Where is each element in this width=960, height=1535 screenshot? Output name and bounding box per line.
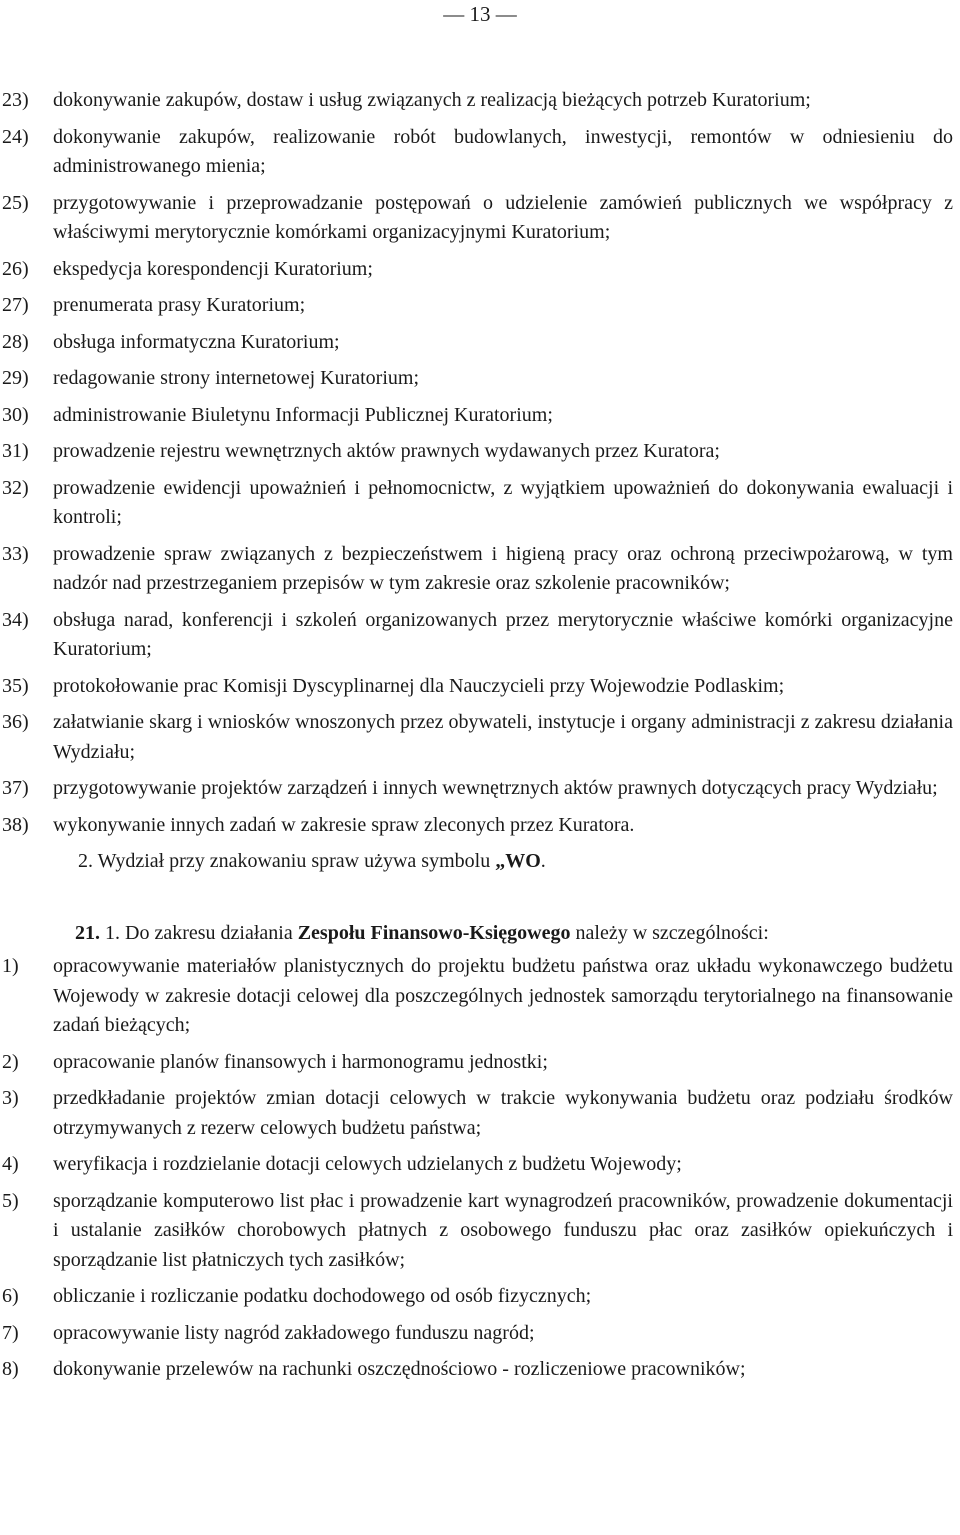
list-item-text: przygotowywanie i przeprowadzanie postępowań o udzielenie zamówień publicznych we współpracy z właściwymi merytorycznie komórkami organizacyjnymi Kuratorium; [53,191,953,243]
section-2-heading-prefix: 1. Do zakresu działania [100,921,298,944]
list-item-text: protokołowanie prac Komisji Dyscyplinarnej dla Nauczycieli przy Wojewodzie Podlaskim; [53,674,785,697]
list-item-number: 4) [2,1153,19,1175]
list-item [0,1319,953,1349]
list-item [0,1048,953,1078]
list-item [0,1150,953,1180]
list-item [0,606,953,665]
list-item-text: opracowanie planów finansowych i harmonogramu jednostki; [53,1050,548,1073]
section-2-unit-name: Zespołu Finansowo-Księgowego [297,921,571,944]
list-item-number: 30) [2,403,29,426]
list-item-text: administrowanie Biuletynu Informacji Publicznej Kuratorium; [53,403,553,426]
list-item-number: 37) [2,777,29,799]
list-item-text: redagowanie strony internetowej Kuratorium; [53,367,419,389]
section-1-list [0,86,953,840]
paragraph-symbol-code: „WO [495,850,541,872]
list-item-text: wykonywanie innych zadań w zakresie spraw zleconych przez Kuratora. [53,813,635,836]
list-item [0,811,953,841]
list-item-text: ekspedycja korespondencji Kuratorium; [53,257,373,280]
document-body [0,86,953,1392]
paragraph-symbol-prefix: 2. Wydział przy znakowaniu spraw używa symbolu [78,850,496,872]
list-item-text: sporządzanie komputerowo list płac i prowadzenie kart wynagrodzeń pracowników, prowadzenie dokumentacji i ustalanie zasiłków chorobowych płatnych z osobowego funduszu płac oraz zasiłków opiekuńczych i sporządzanie list płatniczych tych zasiłków; [53,1189,953,1271]
list-item-number: 3) [2,1087,19,1109]
list-item [0,364,953,394]
list-item [0,1084,953,1143]
list-item [0,291,953,321]
list-item [0,1355,953,1385]
list-item-number: 5) [2,1189,19,1212]
list-item-number: 25) [2,191,29,214]
list-item-number: 35) [2,674,29,697]
list-item-text: prenumerata prasy Kuratorium; [53,294,306,316]
list-item-number: 28) [2,330,29,353]
section-2-heading-suffix: należy w szczególności: [570,921,769,944]
list-item-text: obsługa narad, konferencji i szkoleń organizowanych przez merytorycznie właściwe komórki organizacyjne Kuratorium; [53,608,953,660]
list-item-number: 7) [2,1321,19,1344]
list-item [0,437,953,467]
list-item-text: prowadzenie spraw związanych z bezpieczeństwem i higieną pracy oraz ochroną przeciwpożarową, w tym nadzór nad przestrzeganiem przepisów w tym zakresie oraz szkolenie pracowników; [53,542,953,594]
page-number: — 13 — [443,2,517,26]
list-item [0,189,953,248]
section-2-list [0,952,953,1385]
list-item [0,540,953,599]
list-item [0,774,953,804]
list-item-text: obsługa informatyczna Kuratorium; [53,330,340,353]
list-item-number: 1) [2,955,19,977]
list-item-text: obliczanie i rozliczanie podatku dochodowego od osób fizycznych; [53,1285,592,1307]
list-item [0,672,953,702]
list-item [0,1187,953,1276]
list-item-number: 24) [2,125,29,148]
list-item-number: 27) [2,294,29,316]
list-item-text: przygotowywanie projektów zarządzeń i innych wewnętrznych aktów prawnych dotyczących pracy Wydziału; [53,777,938,799]
list-item-number: 33) [2,542,29,565]
list-item-text: załatwianie skarg i wniosków wnoszonych przez obywateli, instytucje i organy administracji z zakresu działania Wydziału; [53,711,953,763]
list-item [0,255,953,285]
list-item-text: opracowywanie materiałów planistycznych do projektu budżetu państwa oraz układu wykonawczego budżetu Wojewody w zakresie dotacji celowej dla poszczególnych jednostek samorządu terytorialnego na finansowanie zadań bieżących; [53,955,953,1036]
list-item-text: weryfikacja i rozdzielanie dotacji celowych udzielanych z budżetu Wojewody; [53,1153,682,1175]
list-item-text: opracowywanie listy nagród zakładowego funduszu nagród; [53,1321,535,1344]
section-2-heading [75,919,953,949]
section-2-number: 21. [75,921,100,944]
list-item-text: prowadzenie rejestru wewnętrznych aktów prawnych wydawanych przez Kuratora; [53,440,720,462]
list-item [0,328,953,358]
list-item [0,401,953,431]
paragraph-symbol-suffix: . [540,850,546,872]
list-item-text: dokonywanie przelewów na rachunki oszczędnościowo - rozliczeniowe pracowników; [53,1358,746,1380]
list-item [0,1282,953,1312]
list-item-number: 26) [2,257,29,280]
list-item-text: przedkładanie projektów zmian dotacji celowych w trakcie wykonywania budżetu oraz podziału środków otrzymywanych z rezerw celowych budżetu państwa; [53,1087,953,1139]
list-item [0,123,953,182]
list-item-number: 32) [2,476,29,499]
list-item-number: 29) [2,367,29,389]
list-item-text: dokonywanie zakupów, dostaw i usług związanych z realizacją bieżących potrzeb Kuratorium; [53,89,811,111]
list-item [0,86,953,116]
list-item-number: 23) [2,89,29,111]
list-item-number: 36) [2,711,29,733]
list-item-number: 38) [2,813,29,836]
list-item [0,708,953,767]
list-item-number: 8) [2,1358,19,1380]
list-item-number: 6) [2,1285,19,1307]
list-item-number: 2) [2,1050,19,1073]
list-item [0,952,953,1041]
paragraph-symbol [78,847,953,877]
list-item-text: prowadzenie ewidencji upoważnień i pełnomocnictw, z wyjątkiem upoważnień do dokonywania ewaluacji i kontroli; [53,476,953,528]
list-item-text: dokonywanie zakupów, realizowanie robót budowlanych, inwestycji, remontów w odniesieniu do administrowanego mienia; [53,125,953,177]
list-item-number: 34) [2,608,29,631]
list-item [0,474,953,533]
list-item-number: 31) [2,440,29,462]
